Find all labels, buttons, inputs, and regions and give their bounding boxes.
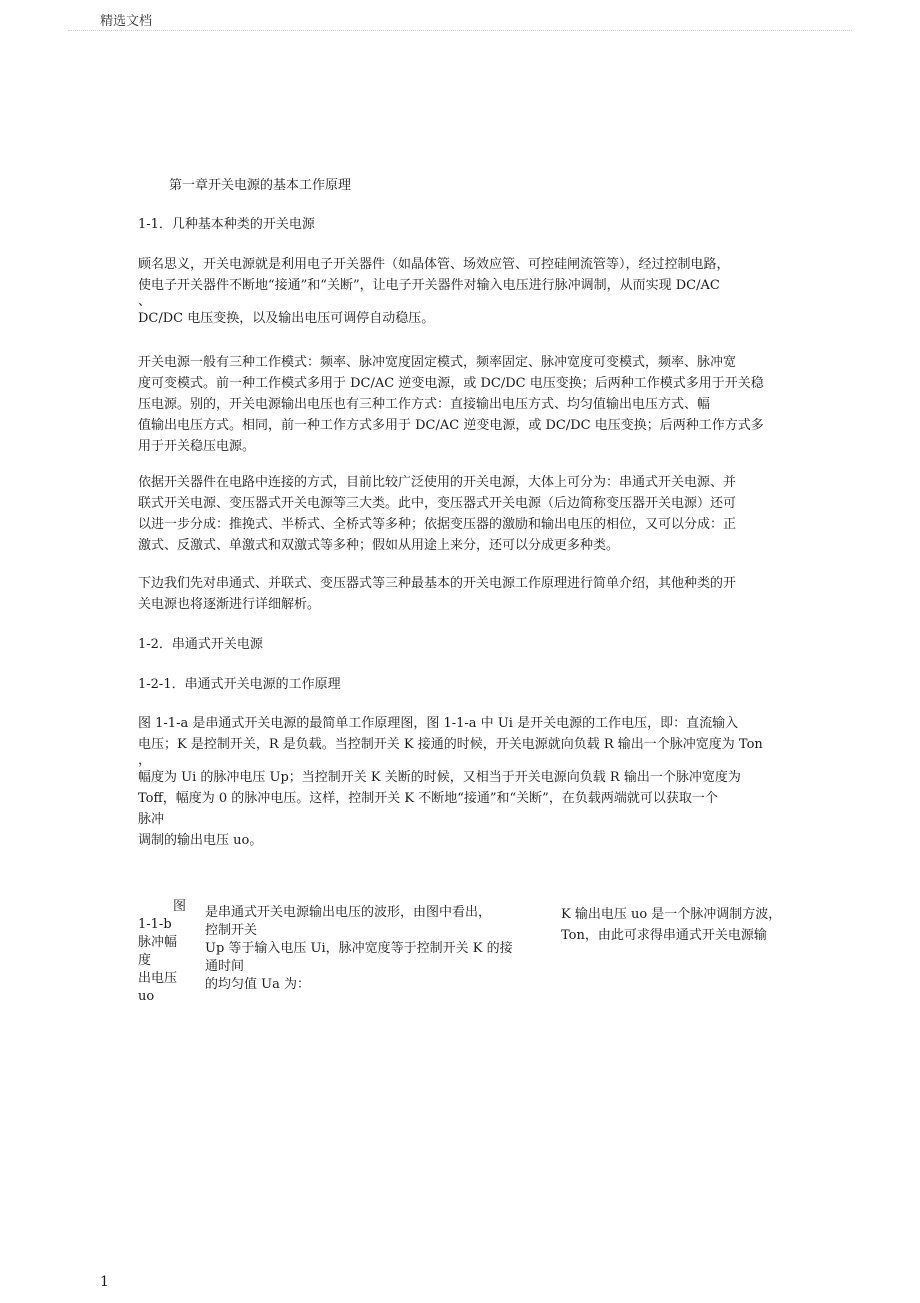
text-line: 通时间 xyxy=(205,959,245,974)
text-line: Toff，幅度为 0 的脉冲电压。这样，控制开关 K 不断地“接通”和“关断”，在负载两端就可以获取一个 xyxy=(138,791,718,806)
text-line: 压电源。别的，开关电源输出电压也有三种工作方式：直接输出电压方式、均匀值输出电压方式、幅 xyxy=(138,397,711,412)
text-line: 用于开关稳压电源。 xyxy=(138,439,256,454)
section-heading-1-2: 1-2．串通式开关电源 xyxy=(138,637,263,652)
text-line: 脉冲 xyxy=(138,812,165,827)
section-heading-1-1: 1-1．几种基本种类的开关电源 xyxy=(138,217,315,232)
header-divider xyxy=(68,30,852,31)
text-line: 的均匀值 Ua 为： xyxy=(205,977,310,992)
text-line: 是串通式开关电源输出电压的波形，由图中看出， xyxy=(205,905,492,920)
text-line: 关电源也将逐渐进行详细解析。 xyxy=(138,597,321,612)
document-header-label: 精选文档 xyxy=(100,14,153,29)
paragraph-overview xyxy=(138,573,850,615)
text-line: 下边我们先对串通式、并联式、变压器式等三种最基本的开关电源工作原理进行简单介绍，其他种类的开 xyxy=(138,576,737,591)
text-line: 度可变模式。前一种工作模式多用于 DC/AC 逆变电源，或 DC/DC 电压变换；后两种工作模式多用于开关稳 xyxy=(138,376,764,391)
text-line: K 输出电压 uo 是一个脉冲调制方波， xyxy=(561,907,782,922)
text-line: 、 xyxy=(138,294,152,309)
text-line: Ton，由此可求得串通式开关电源输 xyxy=(561,928,767,943)
column-right xyxy=(561,904,851,946)
text-line: Up 等于输入电压 Ui，脉冲宽度等于控制开关 K 的接 xyxy=(205,941,513,956)
text-line: 调制的输出电压 uo。 xyxy=(138,833,263,848)
text-line: 幅度为 Ui 的脉冲电压 Up；当控制开关 K 关断的时候，又相当于开关电源向负载 R 输出一个脉冲宽度为 xyxy=(138,770,741,785)
text-line: 顾名思义，开关电源就是利用电子开关器件（如晶体管、场效应管、可控硅闸流管等），经过控制电路， xyxy=(138,257,730,272)
text-line: 控制开关 xyxy=(205,923,258,938)
text-line: 联式开关电源、变压器式开关电源等三大类。此中，变压器式开关电源（后边简称变压器开关电源）还可 xyxy=(138,496,737,511)
paragraph-series-principle xyxy=(138,713,850,851)
paragraph-intro xyxy=(138,254,850,329)
text-line: ， xyxy=(138,753,152,768)
text-line: 激式、反激式、单激式和双激式等多种；假如从用途上来分，还可以分成更多种类。 xyxy=(138,538,620,553)
text-line: 1-1-b xyxy=(138,917,172,932)
text-line: uo xyxy=(138,989,155,1004)
column-left xyxy=(138,898,194,1006)
chapter-title: 第一章开关电源的基本工作原理 xyxy=(169,178,352,193)
text-line: 值输出电压方式。相同，前一种工作方式多用于 DC/AC 逆变电源，或 DC/DC 电压变换；后两种工作方式多 xyxy=(138,418,764,433)
text-line: 电压；K 是控制开关，R 是负载。当控制开关 K 接通的时候，开关电源就向负载 R 输出一个脉冲宽度为 Ton xyxy=(138,737,763,752)
text-line: 图 1-1-a 是串通式开关电源的最简单工作原理图，图 1-1-a 中 Ui 是开关电源的工作电压，即：直流输入 xyxy=(138,716,739,731)
text-line: 脉冲幅 xyxy=(138,935,178,950)
text-line: 开关电源一般有三种工作模式：频率、脉冲宽度固定模式，频率固定、脉冲宽度可变模式，频率、脉冲宽 xyxy=(138,355,737,370)
text-line: 依据开关器件在电路中连接的方式，目前比较广泛使用的开关电源，大体上可分为：串通式开关电源、并 xyxy=(138,475,737,490)
page-number: 1 xyxy=(100,1274,109,1290)
text-line: 使电子开关器件不断地“接通”和“关断”，让电子开关器件对输入电压进行脉冲调制，从而实现 DC/AC xyxy=(138,278,720,293)
paragraph-work-modes xyxy=(138,352,850,457)
text-line: 度 xyxy=(138,953,152,968)
column-middle xyxy=(205,904,555,994)
text-line: 以进一步分成：推挽式、半桥式、全桥式等多种；依据变压器的激励和输出电压的相位，又可以分成：正 xyxy=(138,517,737,532)
section-heading-1-2-1: 1-2-1．串通式开关电源的工作原理 xyxy=(138,677,341,692)
paragraph-classification xyxy=(138,472,850,556)
text-line: 图 xyxy=(172,899,186,914)
text-line: 出电压 xyxy=(138,971,178,986)
text-line: DC/DC 电压变换，以及输出电压可调停自动稳压。 xyxy=(138,311,435,326)
